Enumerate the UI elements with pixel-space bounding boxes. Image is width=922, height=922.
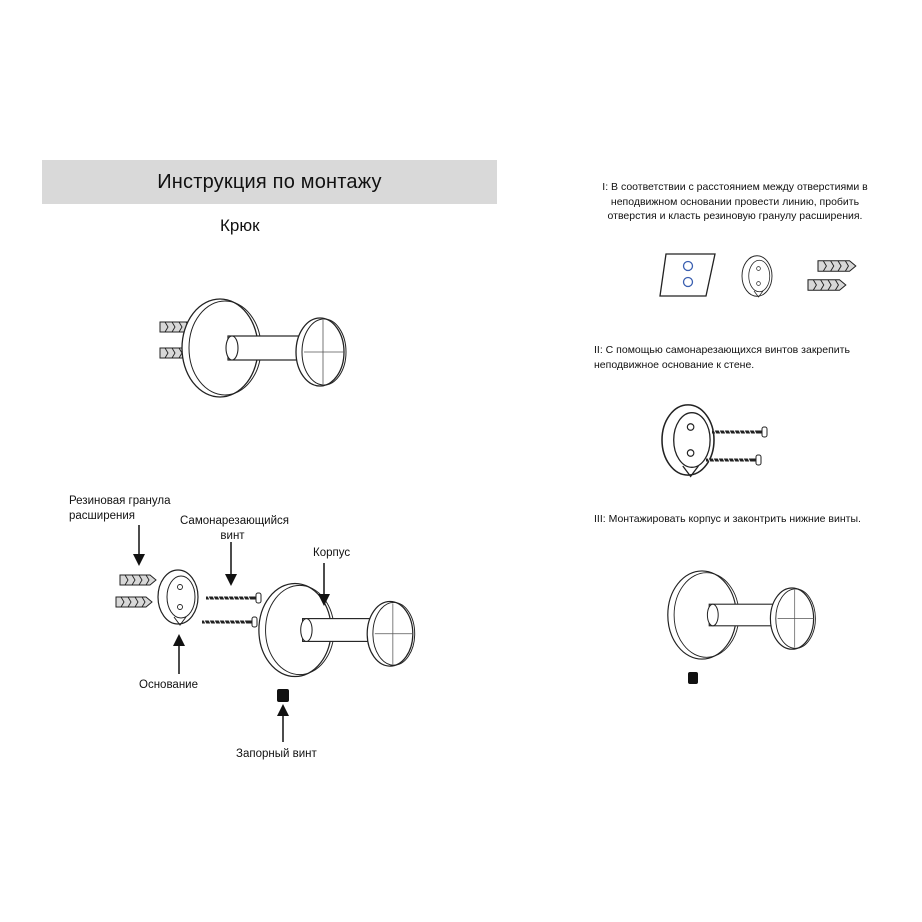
body-label: Корпус: [313, 547, 351, 559]
exploded-view-illustration: [116, 525, 415, 742]
base-label: Основание: [139, 679, 198, 691]
step-1-text: I: В соответствии с расстоянием между отверстиями в неподвижном основании провести линию, пробить отверстия и класть резиновую гранулу расширения.: [602, 181, 868, 222]
step-3-text: III: Монтажировать корпус и законтрить нижние винты.: [594, 513, 861, 525]
anchor-label: Резиновая гранула расширения: [69, 495, 171, 522]
assembled-hook-illustration: [160, 299, 346, 397]
step-2-text: II: С помощью самонарезающихся винтов закрепить неподвижное основание к стене.: [594, 344, 850, 371]
product-name: Крюк: [220, 216, 260, 235]
step-2-illustration: [662, 405, 767, 477]
step-3-illustration: [668, 571, 816, 684]
step-1-illustration: [660, 254, 856, 297]
page-title: Инструкция по монтажу: [157, 170, 382, 193]
screw-label: Самонарезающийся винт: [180, 515, 289, 542]
lock-screw-label: Запорный винт: [236, 748, 317, 760]
